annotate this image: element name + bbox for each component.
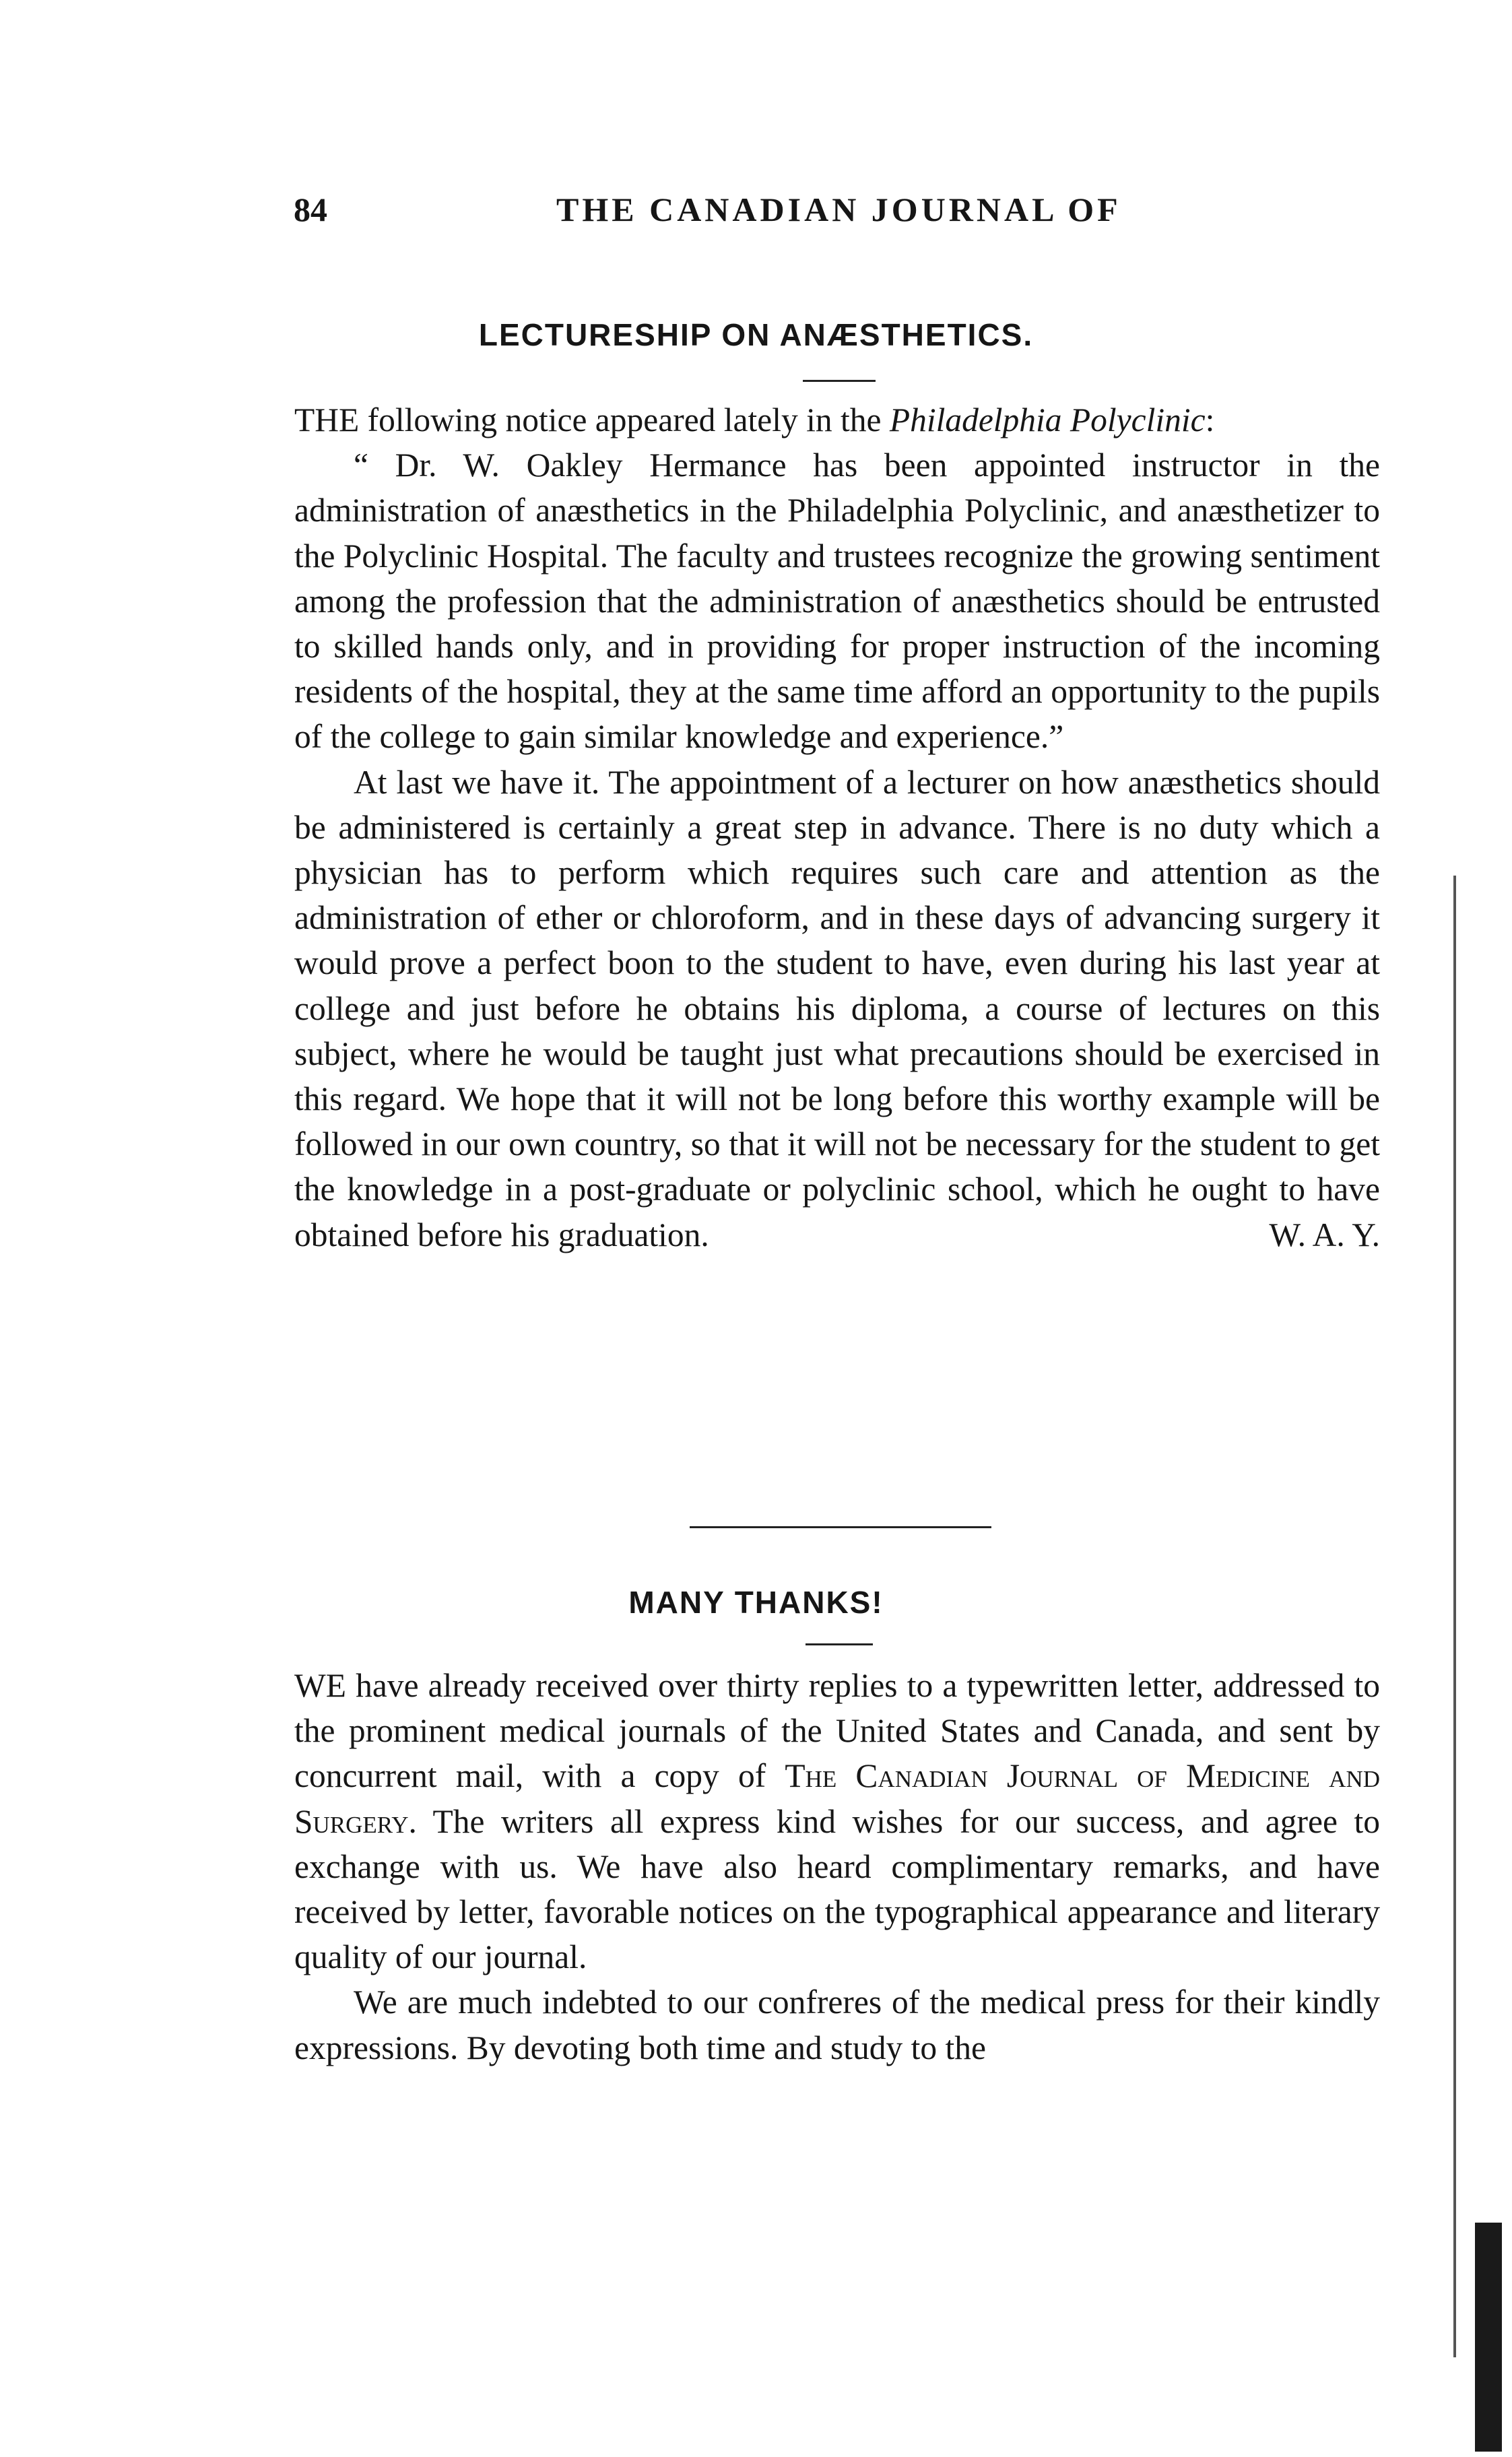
journal-title: THE CANADIAN JOURNAL OF	[556, 191, 1121, 228]
article-heading-anaesthetics: LECTURESHIP ON ANÆSTHETICS.	[478, 317, 1034, 352]
running-head	[294, 190, 1385, 244]
article-heading-thanks: MANY THANKS!	[628, 1585, 884, 1620]
source-publication: Philadelphia Polyclinic	[889, 401, 1206, 438]
p1-lead: WE	[294, 1667, 346, 1704]
article-body-thanks	[294, 1663, 1380, 2070]
editorial-comment: At last we have it. The appointment of a lecturer on how anæsthetics should be administered is certainly a great step in advance. There is no duty which a physician has to perform which requires such care and attention as the administration of ether or chloroform, and in these days of advancing surgery it would prove a perfect boon to the student to have, even during his last year at college and just before he obtains his diploma, a course of lectures on this subject, where he would be taught just what precautions should be exercised in this regard. We hope that it will not be long before this worthy example will be followed in our own country, so that it will not be necessary for the student to get the knowledge in a post-graduate or polyclinic school, which he ought to have obtained before his graduation. W. A. Y.	[294, 760, 1380, 1257]
intro-paragraph: THE following notice appeared lately in the Philadelphia Polyclinic:	[294, 401, 1215, 438]
page-number: 84	[294, 191, 327, 228]
author-initials: W. A. Y.	[1269, 1216, 1380, 1253]
heading-rule	[806, 1643, 873, 1645]
article-body-anaesthetics	[294, 397, 1380, 1257]
thanks-paragraph-1: WE have already received over thirty replies to a typewritten letter, addressed to the prominent medical journals of the United States and Canada, and sent by concurrent mail, with a copy of The Canadian Journal of Medicine and Surgery. The writers all express kind wishes for our success, and agree to exchange with us. We have also heard complimentary remarks, and have received by letter, favorable notices on the typographical appearance and literary quality of our journal.	[294, 1667, 1380, 1976]
scan-edge-shadow	[1475, 2223, 1502, 2452]
section-divider	[690, 1526, 991, 1528]
scan-edge-line	[1453, 876, 1456, 2357]
journal-name: The Canadian Journal of Medicine and Surgery	[294, 1757, 1380, 1840]
thanks-paragraph-2: We are much indebted to our confreres of the medical press for their kindly expressions. By devoting both time and study to the	[294, 1984, 1380, 2066]
quoted-notice: “ Dr. W. Oakley Hermance has been appointed instructor in the administration of anæsthetics in the Philadelphia Polyclinic, and anæsthetizer to the Polyclinic Hospital. The faculty and trustees recognize the growing sentiment among the profession that the administration of anæsthetics should be entrusted to skilled hands only, and in providing for proper instruction of the incoming residents of the hospital, they at the same time afford an opportunity to the pupils of the college to gain similar knowledge and experience.”	[294, 447, 1380, 756]
intro-lead: THE	[294, 401, 360, 438]
heading-rule	[803, 380, 876, 382]
